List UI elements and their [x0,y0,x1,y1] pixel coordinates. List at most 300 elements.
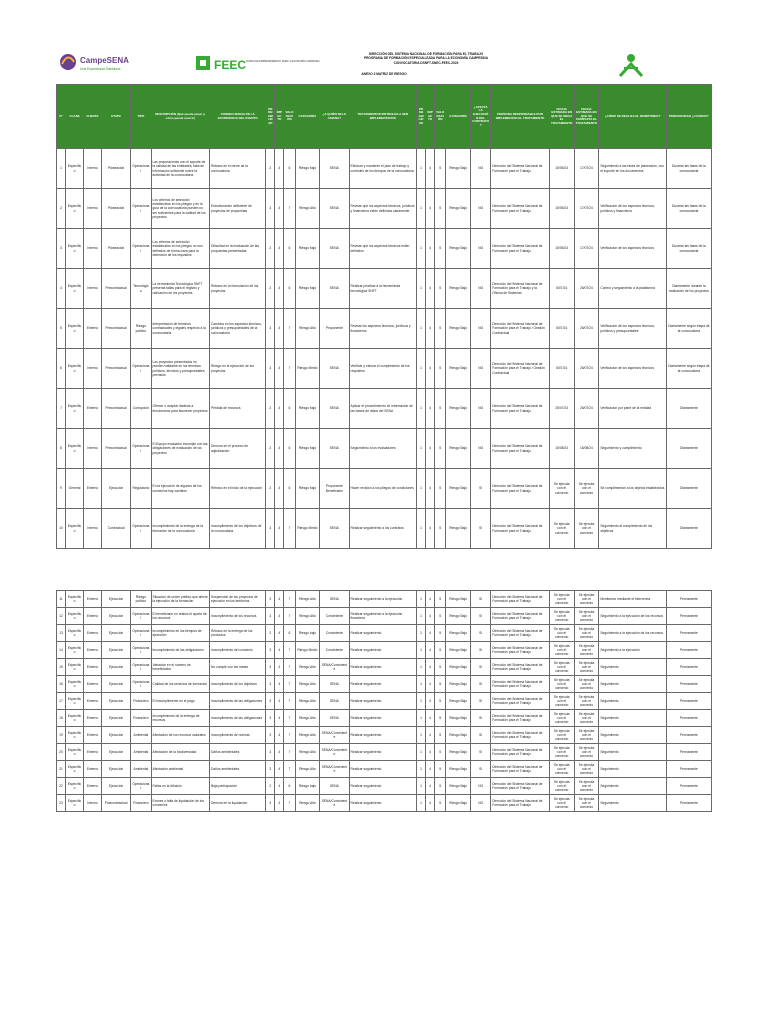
cell-i: 4 [275,469,284,509]
cell-v2: 5 [435,727,446,744]
cell-i2: 4 [426,149,435,189]
cell-fuente: Externo [84,389,102,429]
cell-cat2: Riesgo Bajo [446,389,471,429]
cell-ini: Se ejecuta con el convenio [549,778,574,795]
cell-tipo: Financiero [131,795,151,812]
feec-logo-text: FEEC [214,58,247,72]
campesena-logo-subtext: Una Experiencia Sabiduría [80,67,121,71]
cell-v2: 5 [435,189,446,229]
cell-per: Diariamente según etapa de la convocatoria [666,309,711,349]
cell-afecta: NO [471,229,491,269]
column-header: DESCRIPCIÓN (Qué puede pasar y, cómo puede ocurrir) [151,85,210,149]
cell-v2: 5 [435,429,446,469]
cell-cat: Riesgo Medio [295,349,320,389]
cell-tipo: Financiero [131,693,151,710]
cell-afecta: NO [471,269,491,309]
cell-desc: Errores o falta de liquidación de los convenios [151,795,210,812]
cell-fuente: Externo [84,659,102,676]
cell-v2: 5 [435,710,446,727]
cell-p: 3 [266,693,275,710]
cell-i: 4 [275,744,284,761]
cell-resp: Dirección del Sistema Nacional de Formación para el Trabajo [491,727,550,744]
cell-i: 4 [275,625,284,642]
column-header: CATEGORÍA [295,85,320,149]
cell-fuente: Interno [84,509,102,549]
cell-i2: 4 [426,676,435,693]
column-header: ¿CÓMO SE REALIZA EL MONITOREO? [599,85,667,149]
cell-cat: Riesgo Alto [295,676,320,693]
cell-i: 4 [275,642,284,659]
cell-fin: 16/08/24 [574,429,599,469]
column-header: TIPO [131,85,151,149]
table-row [57,778,712,795]
cell-v2: 5 [435,795,446,812]
cell-fin: Se ejecuta con el convenio [574,727,599,744]
cell-p2: 1 [417,744,426,761]
cell-ini: 6/07/24 [549,269,574,309]
cell-v: 6 [284,429,295,469]
cell-ini: Se ejecuta con el convenio [549,795,574,812]
cell-desc: Incumplimiento en los tiempos de ejecución [151,625,210,642]
cell-v: 6 [284,625,295,642]
cell-ini: Se ejecuta con el convenio [549,591,574,608]
cell-cons: Retraso en el inicio de la ejecución [210,469,266,509]
cell-tipo: Operacional [131,229,151,269]
cell-ini: 6/07/24 [549,349,574,389]
cell-tipo: Corrupción [131,389,151,429]
cell-fuente: Externo [84,676,102,693]
cell-desc: El Equipo evaluador incumple con las obligaciones de evaluación de los proyectos [151,429,210,469]
table-row [57,149,712,189]
cell-p2: 1 [417,269,426,309]
cell-cons: Retraso en la entrega de los productos [210,625,266,642]
cell-n: 17 [57,693,66,710]
column-header: ETAPA [102,85,131,149]
cell-per: Diariamente [666,429,711,469]
cell-desc: Los criterios de selección establecidos en los pliegos no son definidos de forma clara para la obtención de los requisitos [151,229,210,269]
cell-resp: Dirección del Sistema Nacional de Formación para el Trabajo [491,625,550,642]
cell-tipo: Ambiental [131,744,151,761]
cell-afecta: Sí [471,608,491,625]
table-row [57,659,712,676]
cell-i: 4 [275,608,284,625]
cell-asig: SENA [320,429,349,469]
cell-p: 3 [266,349,275,389]
cell-p2: 1 [417,625,426,642]
cell-i2: 4 [426,509,435,549]
cell-clase: Específico [66,693,84,710]
cell-fuente: Externo [84,710,102,727]
cell-clase: Específico [66,625,84,642]
cell-p: 2 [266,778,275,795]
cell-fin: Se ejecuta con el convenio [574,676,599,693]
cell-trat: Efectuar y mantener el plan de trabajo y controles de los tiempos de la convocatoria [349,149,417,189]
cell-cat: Riesgo Medio [295,509,320,549]
cell-afecta: NO [471,429,491,469]
cell-i: 4 [275,591,284,608]
cell-p2: 1 [417,349,426,389]
cell-p: 3 [266,761,275,778]
cell-cat: Riesgo Alto [295,693,320,710]
cell-cons: Incumplimiento del convenio [210,642,266,659]
cell-i2: 4 [426,591,435,608]
table-row [57,710,712,727]
table-row [57,676,712,693]
cell-ini: 15/05/24 [549,149,574,189]
cell-p: 3 [266,710,275,727]
cell-etapa: Precontractual [102,349,131,389]
column-header: FECHA ESTIMADA EN QUE SE INICIA EL TRATAMIENTO [549,85,574,149]
cell-ini: 6/07/24 [549,309,574,349]
cell-per: Diariamente según etapa de la convocatoria [666,349,711,389]
cell-tipo: Operacional [131,659,151,676]
cell-trat: Seguimiento a los evaluadores [349,429,417,469]
cell-cat2: Riesgo Bajo [446,778,471,795]
cell-i: 4 [275,189,284,229]
cell-p2: 1 [417,693,426,710]
cell-fuente: Externo [84,727,102,744]
cell-fuente: Externo [84,608,102,625]
cell-fin: Se ejecuta con el convenio [574,659,599,676]
column-header: VALORACIÓN [435,85,446,149]
cell-v2: 5 [435,469,446,509]
cell-per: Permanente [666,608,711,625]
cell-afecta: NO [471,189,491,229]
cell-p2: 1 [417,389,426,429]
cell-mon: Seguimiento y cumplimiento [599,429,667,469]
cell-n: 2 [57,189,66,229]
cell-v2: 5 [435,625,446,642]
cell-tipo: Financiero [131,710,151,727]
cell-etapa: Ejecución [102,469,131,509]
cell-trat: Hacer revisión a los pliegos de condiciones [349,469,417,509]
cell-desc: Interpretación de términos contractuales y legales respecto a la convocatoria [151,309,210,349]
cell-n: 15 [57,659,66,676]
cell-resp: Dirección del Sistema Nacional de Formación para el Trabajo [491,608,550,625]
cell-trat: Revisar que los aspectos técnicos, jurídicos y financieros estén definidos claramente [349,189,417,229]
cell-cat: Riesgo bajo [295,778,320,795]
cell-clase: Específico [66,608,84,625]
cell-i: 4 [275,389,284,429]
table-row [57,693,712,710]
cell-afecta: NO [471,149,491,189]
cell-per: Permanente [666,659,711,676]
cell-cat2: Riesgo Bajo [446,625,471,642]
cell-i: 4 [275,349,284,389]
cell-v2: 5 [435,676,446,693]
cell-cons: Riesgo en la ejecución de los proyectos [210,349,266,389]
cell-n: 3 [57,229,66,269]
cell-clase: Específico [66,309,84,349]
document-header [56,50,712,84]
cell-v: 6 [284,469,295,509]
cell-p2: 1 [417,591,426,608]
cell-mon: Seguimiento [599,761,667,778]
cell-afecta: NO [471,795,491,812]
cell-p2: 1 [417,795,426,812]
cell-afecta: Sí [471,727,491,744]
cell-fuente: Externo [84,693,102,710]
cell-asig: SENA [320,149,349,189]
cell-etapa: Planeación [102,149,131,189]
cell-etapa: Ejecución [102,591,131,608]
table-row [57,744,712,761]
table-row [57,591,712,608]
cell-desc: Afectación de la biodiversidad [151,744,210,761]
cell-cons: Demora en la liquidación [210,795,266,812]
cell-per: Permanente [666,591,711,608]
cell-etapa: Contractual [102,509,131,549]
cell-desc: Afectación de los recursos naturales [151,727,210,744]
cell-fuente: Externo [84,625,102,642]
cell-clase: Específico [66,349,84,389]
cell-fuente: Interno [84,795,102,812]
table-row [57,795,712,812]
cell-asig: SENA/Conviniente [320,659,349,676]
cell-fin: Se ejecuta con el convenio [574,744,599,761]
table-row [57,309,712,349]
cell-fin: Se ejecuta con el convenio [574,761,599,778]
cell-ini: 25/07/24 [549,389,574,429]
cell-per: Diariamente [666,509,711,549]
cell-ini: Se ejecuta con el convenio [549,744,574,761]
cell-v: 6 [284,778,295,795]
cell-cons: Estructuración deficiente de proyectos de propuestas [210,189,266,229]
cell-cat2: Riesgo Bajo [446,761,471,778]
cell-v: 7 [284,727,295,744]
cell-clase: Específico [66,591,84,608]
cell-cat2: Riesgo Bajo [446,429,471,469]
cell-i: 4 [275,778,284,795]
cell-afecta: Sí [471,469,491,509]
cell-asig: Conviniente [320,642,349,659]
cell-mon: Seguimiento a la ejecución [599,642,667,659]
cell-resp: Dirección del Sistema Nacional de Formación para el Trabajo [491,744,550,761]
cell-asig: SENA/Conviniente [320,795,349,812]
cell-trat: Realizar seguimiento [349,710,417,727]
table-row [57,469,712,509]
cell-trat: Realizar seguimiento [349,795,417,812]
cell-clase: Específico [66,676,84,693]
cell-clase: Específico [66,744,84,761]
cell-v2: 5 [435,309,446,349]
cell-cat: Riesgo bajo [295,389,320,429]
campesena-logo-text: CampeSENA [80,56,129,65]
cell-etapa: Precontractual [102,389,131,429]
cell-cat: Riesgo Alto [295,727,320,744]
cell-p: 2 [266,269,275,309]
cell-cat: Riesgo Medio [295,642,320,659]
cell-afecta: Sí [471,693,491,710]
cell-desc: Incumplimiento de la entrega de recursos [151,710,210,727]
cell-mon: Seguimiento a la ejecución de los recursos [599,625,667,642]
cell-p2: 1 [417,509,426,549]
cell-trat: Realizar seguimiento [349,642,417,659]
cell-tipo: Operacional [131,676,151,693]
cell-asig: SENA [320,710,349,727]
cell-afecta: NO [471,389,491,429]
cell-tipo: Ambiental [131,727,151,744]
column-header: CLASE [66,85,84,149]
cell-cat2: Riesgo Bajo [446,608,471,625]
cell-cat2: Riesgo Bajo [446,710,471,727]
cell-p: 2 [266,149,275,189]
cell-p: 3 [266,309,275,349]
cell-cat2: Riesgo Bajo [446,744,471,761]
cell-resp: Dirección del Sistema Nacional de Formación para el Trabajo [491,469,550,509]
cell-i: 4 [275,761,284,778]
cell-cat2: Riesgo Bajo [446,349,471,389]
cell-i2: 4 [426,761,435,778]
cell-fin: Se ejecuta con el convenio [574,608,599,625]
cell-cat2: Riesgo Bajo [446,309,471,349]
cell-clase: Específico [66,778,84,795]
cell-asig: SENA/Conviniente [320,761,349,778]
cell-fin: 17/07/24 [574,229,599,269]
cell-i2: 4 [426,608,435,625]
cell-asig: SENA [320,189,349,229]
cell-i: 4 [275,693,284,710]
cell-fin: Se ejecuta con el convenio [574,795,599,812]
cell-cons: Incumplimiento de las obligaciones [210,693,266,710]
cell-p: 3 [266,189,275,229]
column-header: FUENTE [84,85,102,149]
cell-afecta: NO [471,778,491,795]
cell-mon: Seguimiento a las fases de planeación, con el soporte en los documentos [599,149,667,189]
cell-i2: 4 [426,229,435,269]
cell-mon: Seguimiento [599,744,667,761]
table-row [57,189,712,229]
cell-afecta: Sí [471,591,491,608]
cell-cat2: Riesgo Bajo [446,509,471,549]
cell-afecta: NO [471,309,491,349]
cell-ini: Se ejecuta con el convenio [549,693,574,710]
cell-v: 7 [284,676,295,693]
cell-fin: Se ejecuta con el convenio [574,778,599,795]
cell-resp: Dirección del Sistema Nacional de Formación para el Trabajo [491,229,550,269]
cell-trat: Revisar los aspectos técnicos, jurídicos y financieros [349,309,417,349]
cell-v: 6 [284,389,295,429]
cell-n: 16 [57,676,66,693]
cell-p: 2 [266,625,275,642]
cell-cat: Riesgo bajo [295,229,320,269]
cell-clase: Específico [66,795,84,812]
table-row [57,727,712,744]
title-line-3: CONVOCATORIA DSNFT-SNEC-FEEC-2024 [393,60,459,65]
cell-per: Permanente [666,778,711,795]
cell-fin: 26/07/24 [574,389,599,429]
cell-resp: Dirección del Sistema Nacional de Formación para el Trabajo / Gestión Contractual [491,349,550,389]
cell-desc: El beneficiario no realiza el aporte de los recursos [151,608,210,625]
cell-p: 3 [266,676,275,693]
cell-cat2: Riesgo Bajo [446,659,471,676]
cell-resp: Dirección del Sistema Nacional de Formación para el Trabajo y la Oficina de Sistemas [491,269,550,309]
cell-n: 19 [57,727,66,744]
cell-i2: 4 [426,309,435,349]
cell-i: 4 [275,795,284,812]
cell-v2: 5 [435,149,446,189]
cell-p: 3 [266,642,275,659]
cell-trat: Aplicar el procedimiento de información de las bases de datos del SENA [349,389,417,429]
cell-cat: Riesgo Alto [295,189,320,229]
cell-cons: Baja participación [210,778,266,795]
cell-clase: Específico [66,509,84,549]
cell-i: 4 [275,149,284,189]
cell-cat: Riesgo Alto [295,795,320,812]
cell-per: Diariamente [666,469,711,509]
cell-etapa: Ejecución [102,744,131,761]
cell-ini: Se ejecuta con el convenio [549,509,574,549]
table-row [57,642,712,659]
cell-cat: Riesgo bajo [295,429,320,469]
cell-resp: Dirección del Sistema Nacional de Formación para el Trabajo [491,189,550,229]
cell-etapa: Ejecución [102,608,131,625]
cell-cat: Riesgo Alto [295,309,320,349]
cell-etapa: Precontractual [102,309,131,349]
cell-cons: Retraso en el cierre de la convocatoria [210,149,266,189]
cell-v2: 5 [435,229,446,269]
cell-clase: Específico [66,189,84,229]
cell-i2: 4 [426,693,435,710]
cell-n: 20 [57,744,66,761]
cell-mon: Seguimiento [599,676,667,693]
cell-asig: Conviniente [320,608,349,625]
cell-trat: Revisar que los aspectos técnicos estén definidos [349,229,417,269]
cell-i2: 4 [426,659,435,676]
cell-asig: SENA [320,269,349,309]
cell-cons: Incumplimiento de los objetivos de la convocatoria [210,509,266,549]
cell-ini: 15/05/24 [549,229,574,269]
cell-p2: 1 [417,659,426,676]
cell-trat: Realizar seguimiento [349,761,417,778]
cell-clase: Específico [66,149,84,189]
cell-v: 7 [284,309,295,349]
cell-v: 7 [284,591,295,608]
cell-resp: Dirección del Sistema Nacional de Formación para el Trabajo [491,429,550,469]
cell-p: 3 [266,795,275,812]
cell-clase: Específico [66,642,84,659]
cell-cons: Suspensión de los proyectos de ejecución en los territorios [210,591,266,608]
cell-cat2: Riesgo Bajo [446,642,471,659]
cell-p2: 1 [417,189,426,229]
cell-cons: Cambios en los aspectos técnicos, jurídicos y presupuestales de la convocatoria [210,309,266,349]
table-header-row [57,85,712,149]
cell-fuente: Externo [84,744,102,761]
risk-matrix-page-2 [56,590,712,812]
cell-asig: SENA [320,349,349,389]
cell-p: 2 [266,389,275,429]
cell-i: 4 [275,659,284,676]
cell-p: 3 [266,608,275,625]
cell-resp: Dirección del Sistema Nacional de Formación para el Trabajo [491,693,550,710]
cell-p2: 1 [417,761,426,778]
cell-asig: SENA [320,778,349,795]
cell-desc: La herramienta Tecnológica SNFT presenta fallas para el registro y radicación de los proyectos [151,269,210,309]
cell-desc: Calidad de los servicios de formación [151,676,210,693]
cell-i2: 4 [426,429,435,469]
cell-mon: Seguimiento [599,710,667,727]
cell-mon: Seguimiento al cumplimiento de los objetivos [599,509,667,549]
cell-trat: Realizar seguimiento [349,625,417,642]
cell-p2: 1 [417,608,426,625]
cell-cat2: Riesgo Bajo [446,269,471,309]
cell-mon: Seguimiento a la ejecución de los recursos [599,608,667,625]
cell-mon: Se cumplimentan a los objetos establecidos [599,469,667,509]
table-row [57,625,712,642]
cell-etapa: Precontractual [102,269,131,309]
cell-desc: Fallas en la difusión [151,778,210,795]
cell-clase: Específico [66,710,84,727]
